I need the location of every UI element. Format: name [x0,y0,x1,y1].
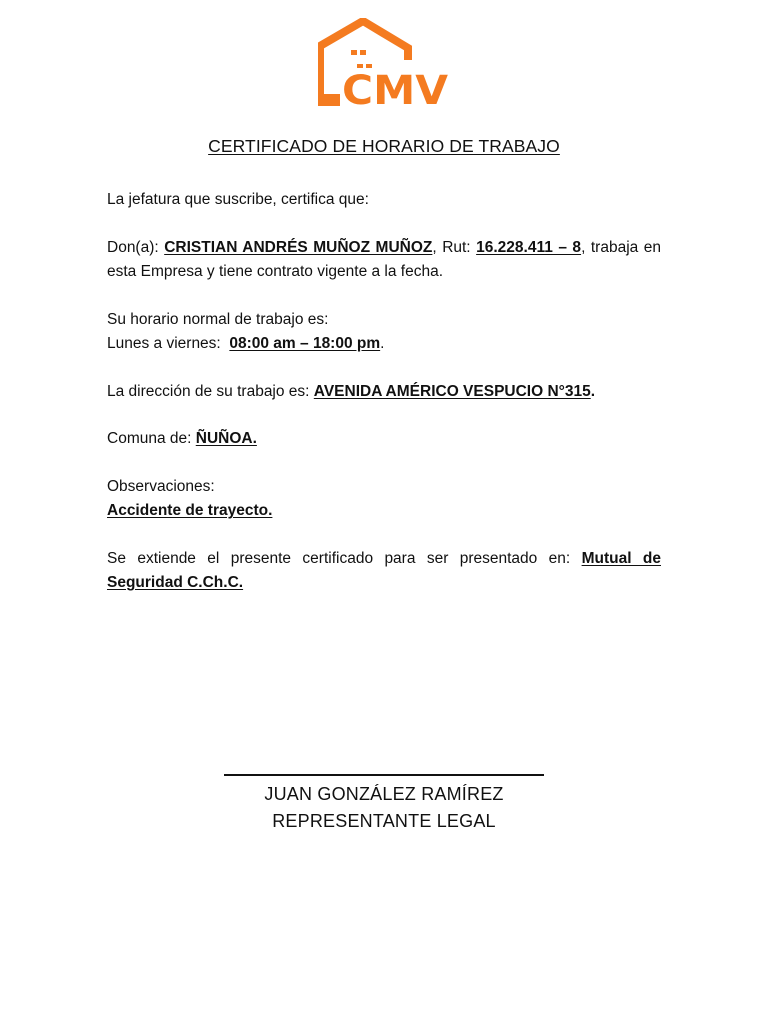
address-end: . [590,383,596,400]
employee-name: CRISTIAN ANDRÉS MUÑOZ MUÑOZ [164,239,433,256]
comuna-value: ÑUÑOA. [195,430,257,447]
address-line [107,380,661,404]
schedule-days: Lunes a viernes: [107,335,230,352]
intro-paragraph: La jefatura que suscribe, certifica que: [107,191,369,208]
observations-line [107,499,661,523]
signatory-role: REPRESENTANTE LEGAL [272,811,496,831]
document-title: CERTIFICADO DE HORARIO DE TRABAJO [208,136,560,156]
extension-value: Mutual de Seguridad C.Ch.C. [107,550,661,591]
extension-paragraph [107,547,661,595]
extension-text: Se extiende el presente certificado para ser presentado en: [107,550,582,567]
comuna-label: Comuna de: [107,430,196,447]
employee-prefix: Don(a): [107,239,165,256]
schedule-end: . [380,335,385,352]
address-label: La dirección de su trabajo es: [107,383,314,400]
employee-rut: 16.228.411 – 8 [476,239,582,256]
observations-value: Accidente de trayecto. [107,502,273,519]
rut-label: , Rut: [432,239,477,256]
employee-suffix: , trabaja en esta Empresa y tiene contrato vigente a la fecha. [107,239,661,280]
signature-line [224,774,544,776]
signatory-name: JUAN GONZÁLEZ RAMÍREZ [264,784,504,804]
schedule-intro: Su horario normal de trabajo es: [107,311,329,328]
cmv-logo [318,18,452,110]
logo-text: CMV [342,68,449,110]
employee-paragraph [107,236,661,284]
comuna-line [107,427,661,451]
house-logo-icon [318,18,452,110]
schedule-hours: 08:00 am – 18:00 pm [229,335,381,352]
observations-label: Observaciones: [107,478,215,495]
schedule-line [107,332,661,356]
address-value: AVENIDA AMÉRICO VESPUCIO N°315 [313,383,591,400]
